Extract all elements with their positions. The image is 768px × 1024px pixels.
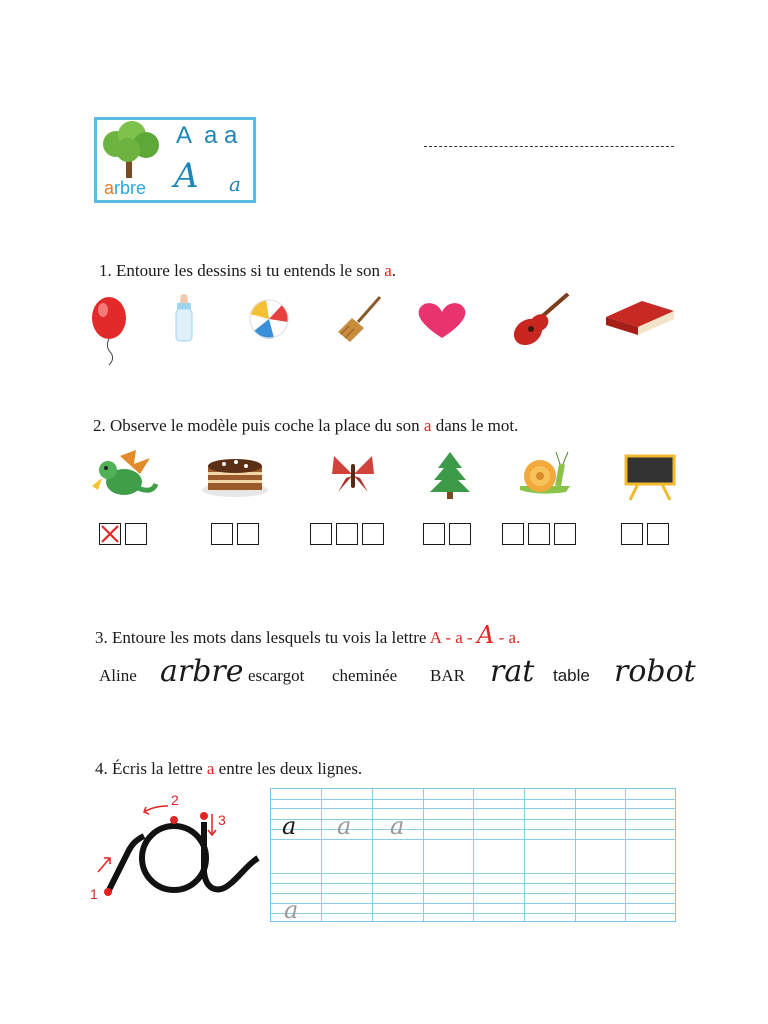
exercise-2-text: 2. Observe le modèle puis coche la place du son <box>93 416 420 435</box>
balloon-icon[interactable] <box>88 296 132 368</box>
exercise-4-target: a <box>206 759 215 778</box>
exercise-2-instruction <box>93 416 518 436</box>
check-cross-icon <box>100 524 120 544</box>
exercise-3-cursive-letter: A <box>476 621 495 649</box>
exercise-3-letters: A - a - <box>429 628 473 647</box>
book-icon[interactable] <box>602 297 676 339</box>
word-table[interactable]: table <box>553 666 590 685</box>
answer-box[interactable] <box>621 523 643 545</box>
answer-boxes-cake <box>211 523 263 545</box>
exercise-1-end: . <box>391 261 396 280</box>
answer-box[interactable] <box>554 523 576 545</box>
snail-icon[interactable] <box>516 446 572 500</box>
answer-boxes-chalkboard <box>621 523 673 545</box>
exercise-3-letters-end: - a. <box>498 628 521 647</box>
answer-box[interactable] <box>528 523 550 545</box>
exercise-1-text: 1. Entoure les dessins si tu entends le son <box>99 261 380 280</box>
letter-a-stroke-guide <box>88 792 264 904</box>
card-word-initial: a <box>104 178 115 198</box>
stroke-step-1: 1 <box>90 886 98 902</box>
answer-box[interactable] <box>336 523 358 545</box>
stroke-step-2: 2 <box>171 792 179 808</box>
exercise-4-text: 4. Écris la lettre <box>95 759 203 778</box>
exercise-1-target: a <box>384 261 392 280</box>
card-print-letters: A a a <box>176 122 238 149</box>
model-letter-a: a <box>282 812 297 840</box>
baby-bottle-icon[interactable] <box>168 293 200 345</box>
answer-boxes-butterfly <box>310 523 388 545</box>
name-write-line[interactable] <box>424 146 674 147</box>
answer-box[interactable] <box>237 523 259 545</box>
word-cheminee[interactable]: cheminée <box>332 666 398 685</box>
writing-grid[interactable] <box>270 788 676 922</box>
guitar-icon[interactable] <box>508 290 574 348</box>
answer-boxes-snail <box>502 523 580 545</box>
answer-box[interactable] <box>125 523 147 545</box>
answer-box[interactable] <box>502 523 524 545</box>
answer-box[interactable] <box>211 523 233 545</box>
answer-box[interactable] <box>310 523 332 545</box>
cake-icon[interactable] <box>200 452 270 498</box>
word-escargot[interactable]: escargot <box>248 666 305 685</box>
row2-trace-letter-a: a <box>284 896 299 924</box>
exercise-2-end: dans le mot. <box>435 416 519 435</box>
answer-box[interactable] <box>449 523 471 545</box>
answer-box[interactable] <box>362 523 384 545</box>
word-robot[interactable]: robot <box>614 654 696 689</box>
stroke-step-3: 3 <box>218 812 226 828</box>
dragon-icon[interactable] <box>90 448 162 504</box>
trace-letter-a: a <box>390 812 405 840</box>
exercise-2-target: a <box>423 416 432 435</box>
trace-letter-a: a <box>337 812 352 840</box>
heart-icon[interactable] <box>416 300 468 340</box>
exercise-4-end: entre les deux lignes. <box>218 759 363 778</box>
beach-ball-icon[interactable] <box>246 298 292 340</box>
word-rat[interactable]: rat <box>490 654 535 689</box>
chalkboard-icon[interactable] <box>624 452 676 502</box>
butterfly-icon[interactable] <box>328 450 378 500</box>
card-word-rest: rbre <box>114 178 147 198</box>
broom-icon[interactable] <box>336 294 384 344</box>
exercise-3-text: 3. Entoure les mots dans lesquels tu vois la lettre <box>95 628 427 647</box>
card-word <box>104 178 146 199</box>
answer-box[interactable] <box>647 523 669 545</box>
exercise-1-instruction <box>99 261 396 281</box>
exercise-4-instruction <box>95 759 362 779</box>
tree-icon <box>98 120 162 182</box>
word-bar[interactable]: BAR <box>430 666 465 685</box>
answer-box[interactable] <box>423 523 445 545</box>
answer-box[interactable] <box>99 523 121 545</box>
word-arbre[interactable]: arbre <box>160 654 244 689</box>
fir-tree-icon[interactable] <box>428 450 472 500</box>
answer-boxes-fir-tree <box>423 523 475 545</box>
card-cursive-lower: a <box>229 172 241 196</box>
answer-boxes-dragon <box>99 523 151 545</box>
card-cursive-upper: A <box>174 156 199 196</box>
word-aline[interactable]: Aline <box>99 666 137 685</box>
exercise-3-instruction <box>95 621 520 649</box>
